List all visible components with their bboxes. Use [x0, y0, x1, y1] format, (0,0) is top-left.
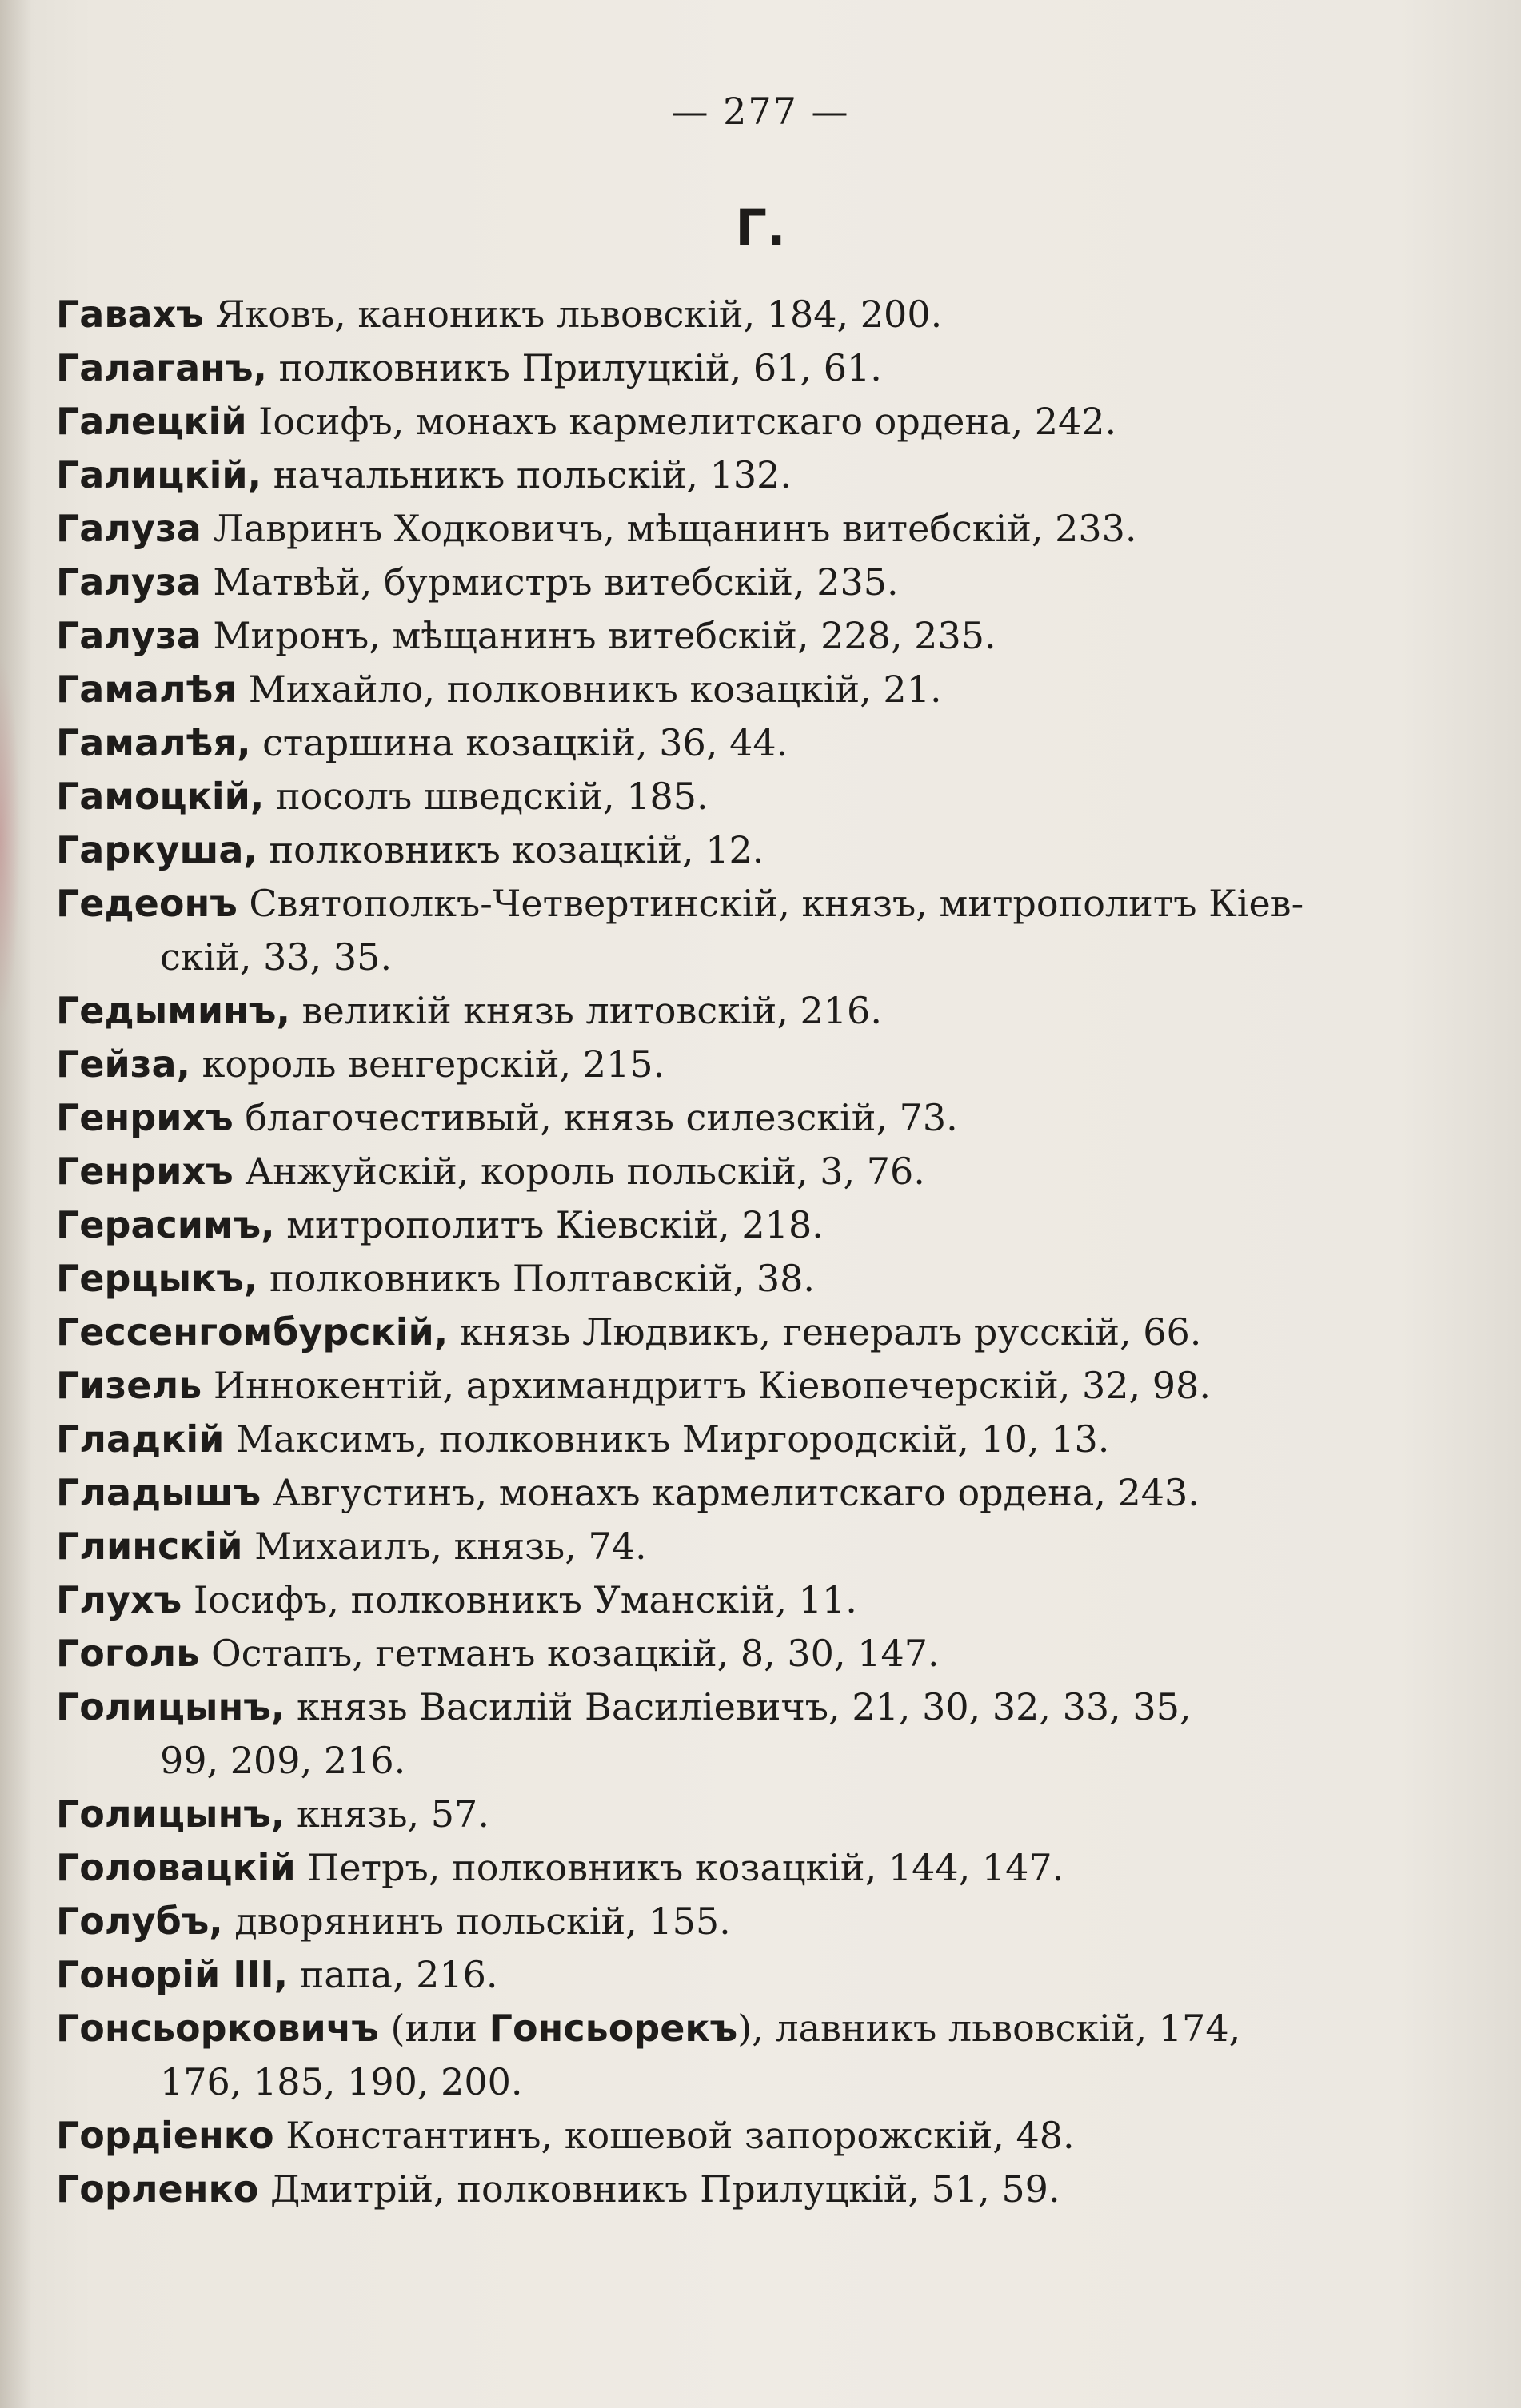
entry-text: Иннокентій, архимандритъ Кіевопечерскій, 32, 98.: [202, 1364, 1211, 1407]
index-entry: [56, 609, 1415, 663]
entry-text: Остапъ, гетманъ козацкій, 8, 30, 147.: [199, 1632, 940, 1675]
entry-name: Генрихъ: [56, 1096, 234, 1139]
index-entry-continuation: [56, 2055, 1415, 2109]
entry-name: Глухъ: [56, 1578, 182, 1621]
index-entry: [56, 1359, 1415, 1413]
page-number: — 277 —: [671, 90, 850, 133]
entry-name: Галицкій,: [56, 453, 262, 496]
index-entry: [56, 1145, 1415, 1198]
index-entry: [56, 823, 1415, 877]
entry-name: Голицынъ,: [56, 1792, 285, 1836]
entry-text: старшина козацкій, 36, 44.: [250, 721, 788, 764]
entry-text-continued: ), лавникъ львовскій, 174,: [737, 2007, 1241, 2050]
entry-name: Горленко: [56, 2167, 259, 2211]
entry-text: Іосифъ, монахъ кармелитскаго ордена, 242.: [246, 400, 1117, 443]
entry-text: (или: [378, 2007, 489, 2050]
entry-text: князь Василій Василіевичъ, 21, 30, 32, 33, 35,: [285, 1685, 1192, 1728]
entry-alt-name: Гонсьорекъ: [489, 2007, 738, 2050]
paper-stain: [0, 656, 21, 1023]
entry-name: Гамалѣя: [56, 668, 238, 711]
entry-name: Гамалѣя,: [56, 721, 251, 764]
entry-text: дворянинъ польскій, 155.: [222, 1900, 731, 1943]
index-entries: [56, 288, 1415, 2216]
entry-continuation-text: 176, 185, 190, 200.: [160, 2060, 523, 2103]
index-entry: [56, 2163, 1415, 2216]
entry-text: Михайло, полковникъ козацкій, 21.: [237, 668, 942, 711]
index-entry: [56, 1680, 1415, 1734]
index-entry: [56, 1627, 1415, 1680]
entry-name: Гизель: [56, 1364, 202, 1407]
entry-text: Миронъ, мѣщанинъ витебскій, 228, 235.: [201, 614, 996, 657]
entry-name: Головацкій: [56, 1846, 296, 1889]
entry-text: Матвѣй, бурмистръ витебскій, 235.: [201, 560, 899, 604]
entry-text: Анжуйскій, король польскій, 3, 76.: [233, 1150, 925, 1193]
index-entry: [56, 1948, 1415, 2002]
index-entry: [56, 1573, 1415, 1627]
entry-name: Гонорій III,: [56, 1953, 289, 1996]
entry-text: полковникъ козацкій, 12.: [257, 828, 764, 871]
entry-text: Лавринъ Ходковичъ, мѣщанинъ витебскій, 233.: [201, 507, 1137, 550]
entry-text: Михаилъ, князь, 74.: [242, 1525, 647, 1568]
entry-text: полковникъ Полтавскій, 38.: [257, 1257, 815, 1300]
index-entry: [56, 877, 1415, 931]
entry-name: Галуза: [56, 560, 202, 604]
index-entry: [56, 1038, 1415, 1091]
entry-name: Гавахъ: [56, 293, 204, 336]
entry-continuation-text: 99, 209, 216.: [160, 1739, 406, 1782]
entry-text: Максимъ, полковникъ Миргородскій, 10, 13.: [224, 1417, 1110, 1461]
entry-name: Гедыминъ,: [56, 989, 290, 1032]
index-entry: [56, 341, 1415, 395]
spine-shadow: [0, 0, 32, 2408]
entry-text: князь Людвикъ, генералъ русскій, 66.: [448, 1310, 1202, 1354]
index-entry: [56, 1091, 1415, 1145]
entry-name: Глинскій: [56, 1525, 243, 1568]
entry-name: Галаганъ,: [56, 346, 267, 389]
entry-name: Галецкій: [56, 400, 247, 443]
index-entry: [56, 1306, 1415, 1359]
entry-name: Галуза: [56, 507, 202, 550]
entry-name: Гонсьорковичъ: [56, 2007, 379, 2050]
entry-text: Дмитрій, полковникъ Прилуцкій, 51, 59.: [258, 2167, 1060, 2211]
entry-name: Гладкій: [56, 1417, 225, 1461]
entry-continuation-text: скій, 33, 35.: [160, 935, 393, 979]
entry-text: митрополитъ Кіевскій, 218.: [274, 1203, 824, 1246]
entry-name: Гейза,: [56, 1043, 190, 1086]
entry-name: Гладышъ: [56, 1471, 261, 1514]
entry-text: Яковъ, каноникъ львовскій, 184, 200.: [203, 293, 943, 336]
entry-text: папа, 216.: [288, 1953, 498, 1996]
entry-text: Константинъ, кошевой запорожскій, 48.: [273, 2114, 1075, 2157]
index-entry: [56, 1520, 1415, 1573]
entry-text: благочестивый, князь силезскій, 73.: [233, 1096, 958, 1139]
index-entry: [56, 556, 1415, 609]
entry-name: Герасимъ,: [56, 1203, 275, 1246]
entry-text: Петръ, полковникъ козацкій, 144, 147.: [295, 1846, 1064, 1889]
index-entry: [56, 288, 1415, 341]
entry-name: Гамоцкій,: [56, 775, 265, 818]
index-entry: [56, 2002, 1415, 2055]
index-entry: [56, 1466, 1415, 1520]
entry-text: посолъ шведскій, 185.: [264, 775, 709, 818]
index-entry: [56, 716, 1415, 770]
entry-text: князь, 57.: [285, 1792, 489, 1836]
index-entry: [56, 1788, 1415, 1841]
entry-name: Голубъ,: [56, 1900, 223, 1943]
index-entry: [56, 1198, 1415, 1252]
index-entry-continuation: [56, 1734, 1415, 1788]
index-entry: [56, 1413, 1415, 1466]
entry-name: Гедеонъ: [56, 882, 238, 925]
index-entry: [56, 502, 1415, 556]
entry-name: Гоголь: [56, 1632, 200, 1675]
entry-name: Голицынъ,: [56, 1685, 285, 1728]
entry-name: Генрихъ: [56, 1150, 234, 1193]
entry-name: Гордіенко: [56, 2114, 274, 2157]
section-heading: Г.: [735, 198, 786, 257]
entry-text: великій князь литовскій, 216.: [289, 989, 882, 1032]
entry-text: Святополкъ-Четвертинскій, князъ, митрополитъ Кіев-: [237, 882, 1304, 925]
entry-text: король венгерскій, 215.: [190, 1043, 665, 1086]
index-entry: [56, 395, 1415, 449]
index-entry-continuation: [56, 931, 1415, 984]
entry-name: Гессенгомбурскій,: [56, 1310, 449, 1354]
entry-name: Гаркуша,: [56, 828, 257, 871]
index-entry: [56, 1841, 1415, 1895]
entry-name: Герцыкъ,: [56, 1257, 258, 1300]
entry-text: начальникъ польскій, 132.: [261, 453, 792, 496]
entry-text: Іосифъ, полковникъ Уманскій, 11.: [182, 1578, 857, 1621]
index-entry: [56, 1252, 1415, 1306]
index-entry: [56, 1895, 1415, 1948]
index-entry: [56, 2109, 1415, 2163]
entry-text: Августинъ, монахъ кармелитскаго ордена, 243.: [261, 1471, 1200, 1514]
index-entry: [56, 770, 1415, 823]
index-entry: [56, 663, 1415, 716]
entry-name: Галуза: [56, 614, 202, 657]
index-entry: [56, 984, 1415, 1038]
index-entry: [56, 449, 1415, 502]
entry-text: полковникъ Прилуцкій, 61, 61.: [266, 346, 882, 389]
